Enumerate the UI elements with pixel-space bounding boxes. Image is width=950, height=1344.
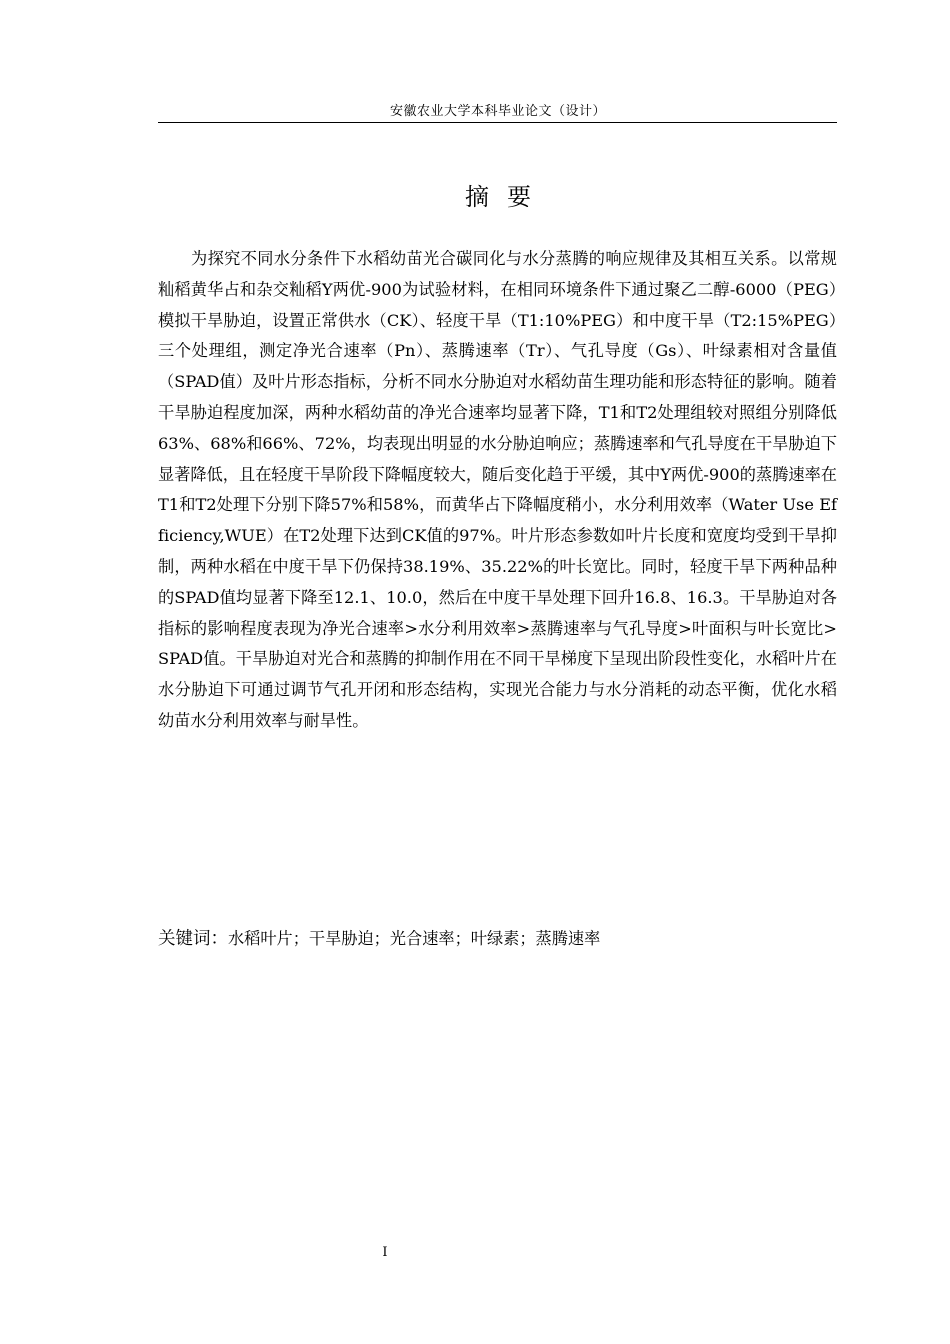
keywords-line [158,924,837,954]
abstract-heading: 摘要 [465,183,549,211]
page-number: I [382,1245,388,1260]
running-header: 安徽农业大学本科毕业论文（设计） [389,104,606,119]
keywords-label: 关键词： [158,929,228,949]
keywords-list: 水稻叶片；干旱胁迫；光合速率；叶绿素；蒸腾速率 [228,929,601,948]
abstract-body: 为探究不同水分条件下水稻幼苗光合碳同化与水分蒸腾的响应规律及其相互关系。以常规籼稻黄华占和杂交籼稻Y两优-900为试验材料，在相同环境条件下通过聚乙二醇-6000（PEG）模拟干旱胁迫，设置正常供水（CK）、轻度干旱（T1:10%PEG）和中度干旱（T2:15%PEG）三个处理组，测定净光合速率（Pn）、蒸腾速率（Tr）、气孔导度（Gs）、叶绿素相对含量值（SPAD值）及叶片形态指标，分析不同水分胁迫对水稻幼苗生理功能和形态特征的影响。随着干旱胁迫程度加深，两种水稻幼苗的净光合速率均显著下降，T1和T2处理组较对照组分别降低63%、68%和66%、72%，均表现出明显的水分胁迫响应；蒸腾速率和气孔导度在干旱胁迫下显著降低，且在轻度干旱阶段下降幅度较大，随后变化趋于平缓，其中Y两优-900的蒸腾速率在T1和T2处理下分别下降57%和58%，而黄华占下降幅度稍小，水分利用效率（Water Use Efficiency,WUE）在T2处理下达到CK值的97%。叶片形态参数如叶片长度和宽度均受到干旱抑制，两种水稻在中度干旱下仍保持38.19%、35.22%的叶长宽比。同时，轻度干旱下两种品种的SPAD值均显著下降至12.1、10.0，然后在中度干旱处理下回升16.8、16.3。干旱胁迫对各指标的影响程度表现为净光合速率>水分利用效率>蒸腾速率与气孔导度>叶面积与叶长宽比>SPAD值。干旱胁迫对光合和蒸腾的抑制作用在不同干旱梯度下呈现出阶段性变化，水稻叶片在水分胁迫下可通过调节气孔开闭和形态结构，实现光合能力与水分消耗的动态平衡，优化水稻幼苗水分利用效率与耐旱性。 [158,249,837,730]
header-rule [158,122,837,123]
